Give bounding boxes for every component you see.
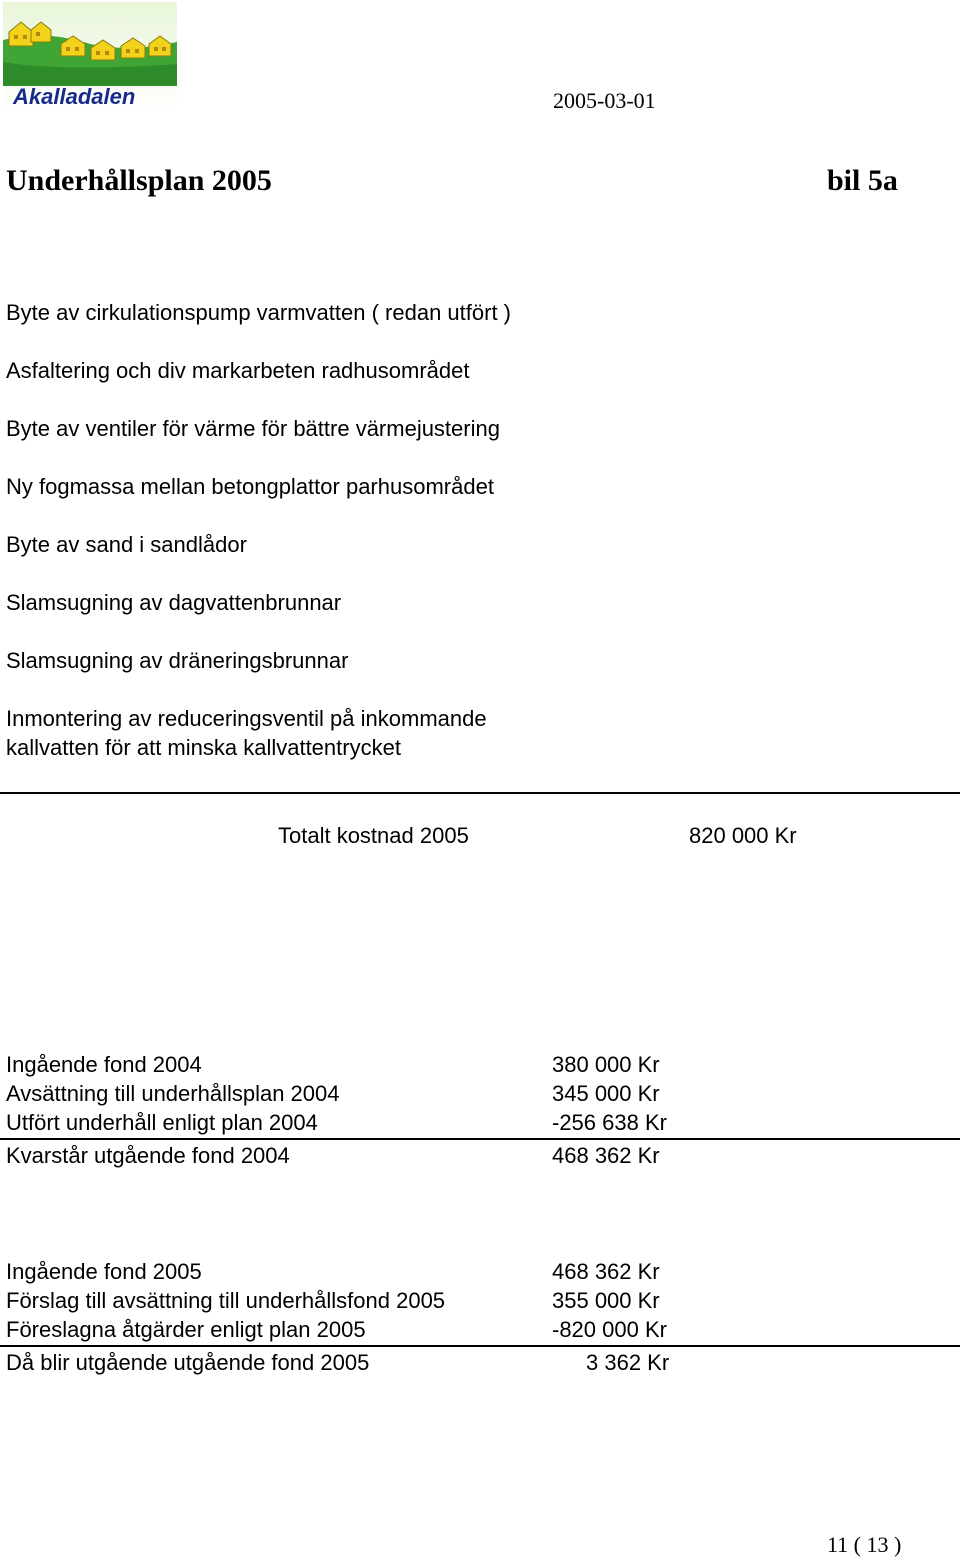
fund-row-value: -820 000 Kr [552, 1317, 667, 1342]
fund-row [0, 1315, 960, 1344]
maintenance-item: Slamsugning av dräneringsbrunnar [6, 648, 349, 673]
fund-row [0, 1079, 960, 1108]
sum-divider [0, 1138, 960, 1140]
maintenance-item: Byte av ventiler för värme för bättre värmejustering [6, 416, 500, 441]
fund-row-value: 468 362 Kr [552, 1143, 660, 1168]
fund-row-label: Ingående fond 2005 [6, 1259, 202, 1284]
fund-row-label: Utfört underhåll enligt plan 2004 [6, 1110, 318, 1135]
fund-row-total [0, 1141, 960, 1170]
fund-row-label: Då blir utgående utgående fond 2005 [6, 1350, 370, 1375]
fund-row-value: 468 362 Kr [552, 1259, 660, 1284]
maintenance-item: Byte av sand i sandlådor [6, 532, 247, 557]
fund-row [0, 1050, 960, 1079]
page-title: Underhållsplan 2005 [6, 164, 272, 197]
fund-row-label: Föreslagna åtgärder enligt plan 2005 [6, 1317, 366, 1342]
page-number: 11 ( 13 ) [827, 1532, 902, 1557]
fund-row-value: 345 000 Kr [552, 1081, 660, 1106]
fund-row-label: Kvarstår utgående fond 2004 [6, 1143, 290, 1168]
akalladalen-logo [3, 2, 177, 110]
fund-row [0, 1257, 960, 1286]
maintenance-item: Slamsugning av dagvattenbrunnar [6, 590, 342, 615]
fund-row-label: Förslag till avsättning till underhållsfond 2005 [6, 1288, 446, 1313]
maintenance-item: Inmontering av reduceringsventil på inkommande [6, 706, 487, 731]
logo-text: Akalladalen [13, 84, 136, 109]
divider [0, 792, 960, 794]
total-cost-value: 820 000 Kr [689, 823, 797, 848]
attachment-label: bil 5a [827, 164, 898, 197]
maintenance-item: Asfaltering och div markarbeten radhusområdet [6, 358, 470, 383]
fund-row [0, 1286, 960, 1315]
sum-divider [0, 1345, 960, 1347]
maintenance-item: kallvatten för att minska kallvattentrycket [6, 735, 401, 760]
fund-row-value: 380 000 Kr [552, 1052, 660, 1077]
fund-row-label: Avsättning till underhållsplan 2004 [6, 1081, 340, 1106]
fund-row-value: -256 638 Kr [552, 1110, 667, 1135]
fund-row-value: 355 000 Kr [552, 1288, 660, 1313]
maintenance-item: Ny fogmassa mellan betongplattor parhusområdet [6, 474, 494, 499]
maintenance-item: Byte av cirkulationspump varmvatten ( redan utfört ) [6, 300, 511, 325]
fund-row [0, 1108, 960, 1137]
fund-row-label: Ingående fond 2004 [6, 1052, 202, 1077]
fund-row-value: 3 362 Kr [586, 1350, 670, 1375]
document-date: 2005-03-01 [553, 88, 656, 113]
fund-row-total [0, 1348, 960, 1377]
total-cost-label: Totalt kostnad 2005 [278, 823, 469, 848]
